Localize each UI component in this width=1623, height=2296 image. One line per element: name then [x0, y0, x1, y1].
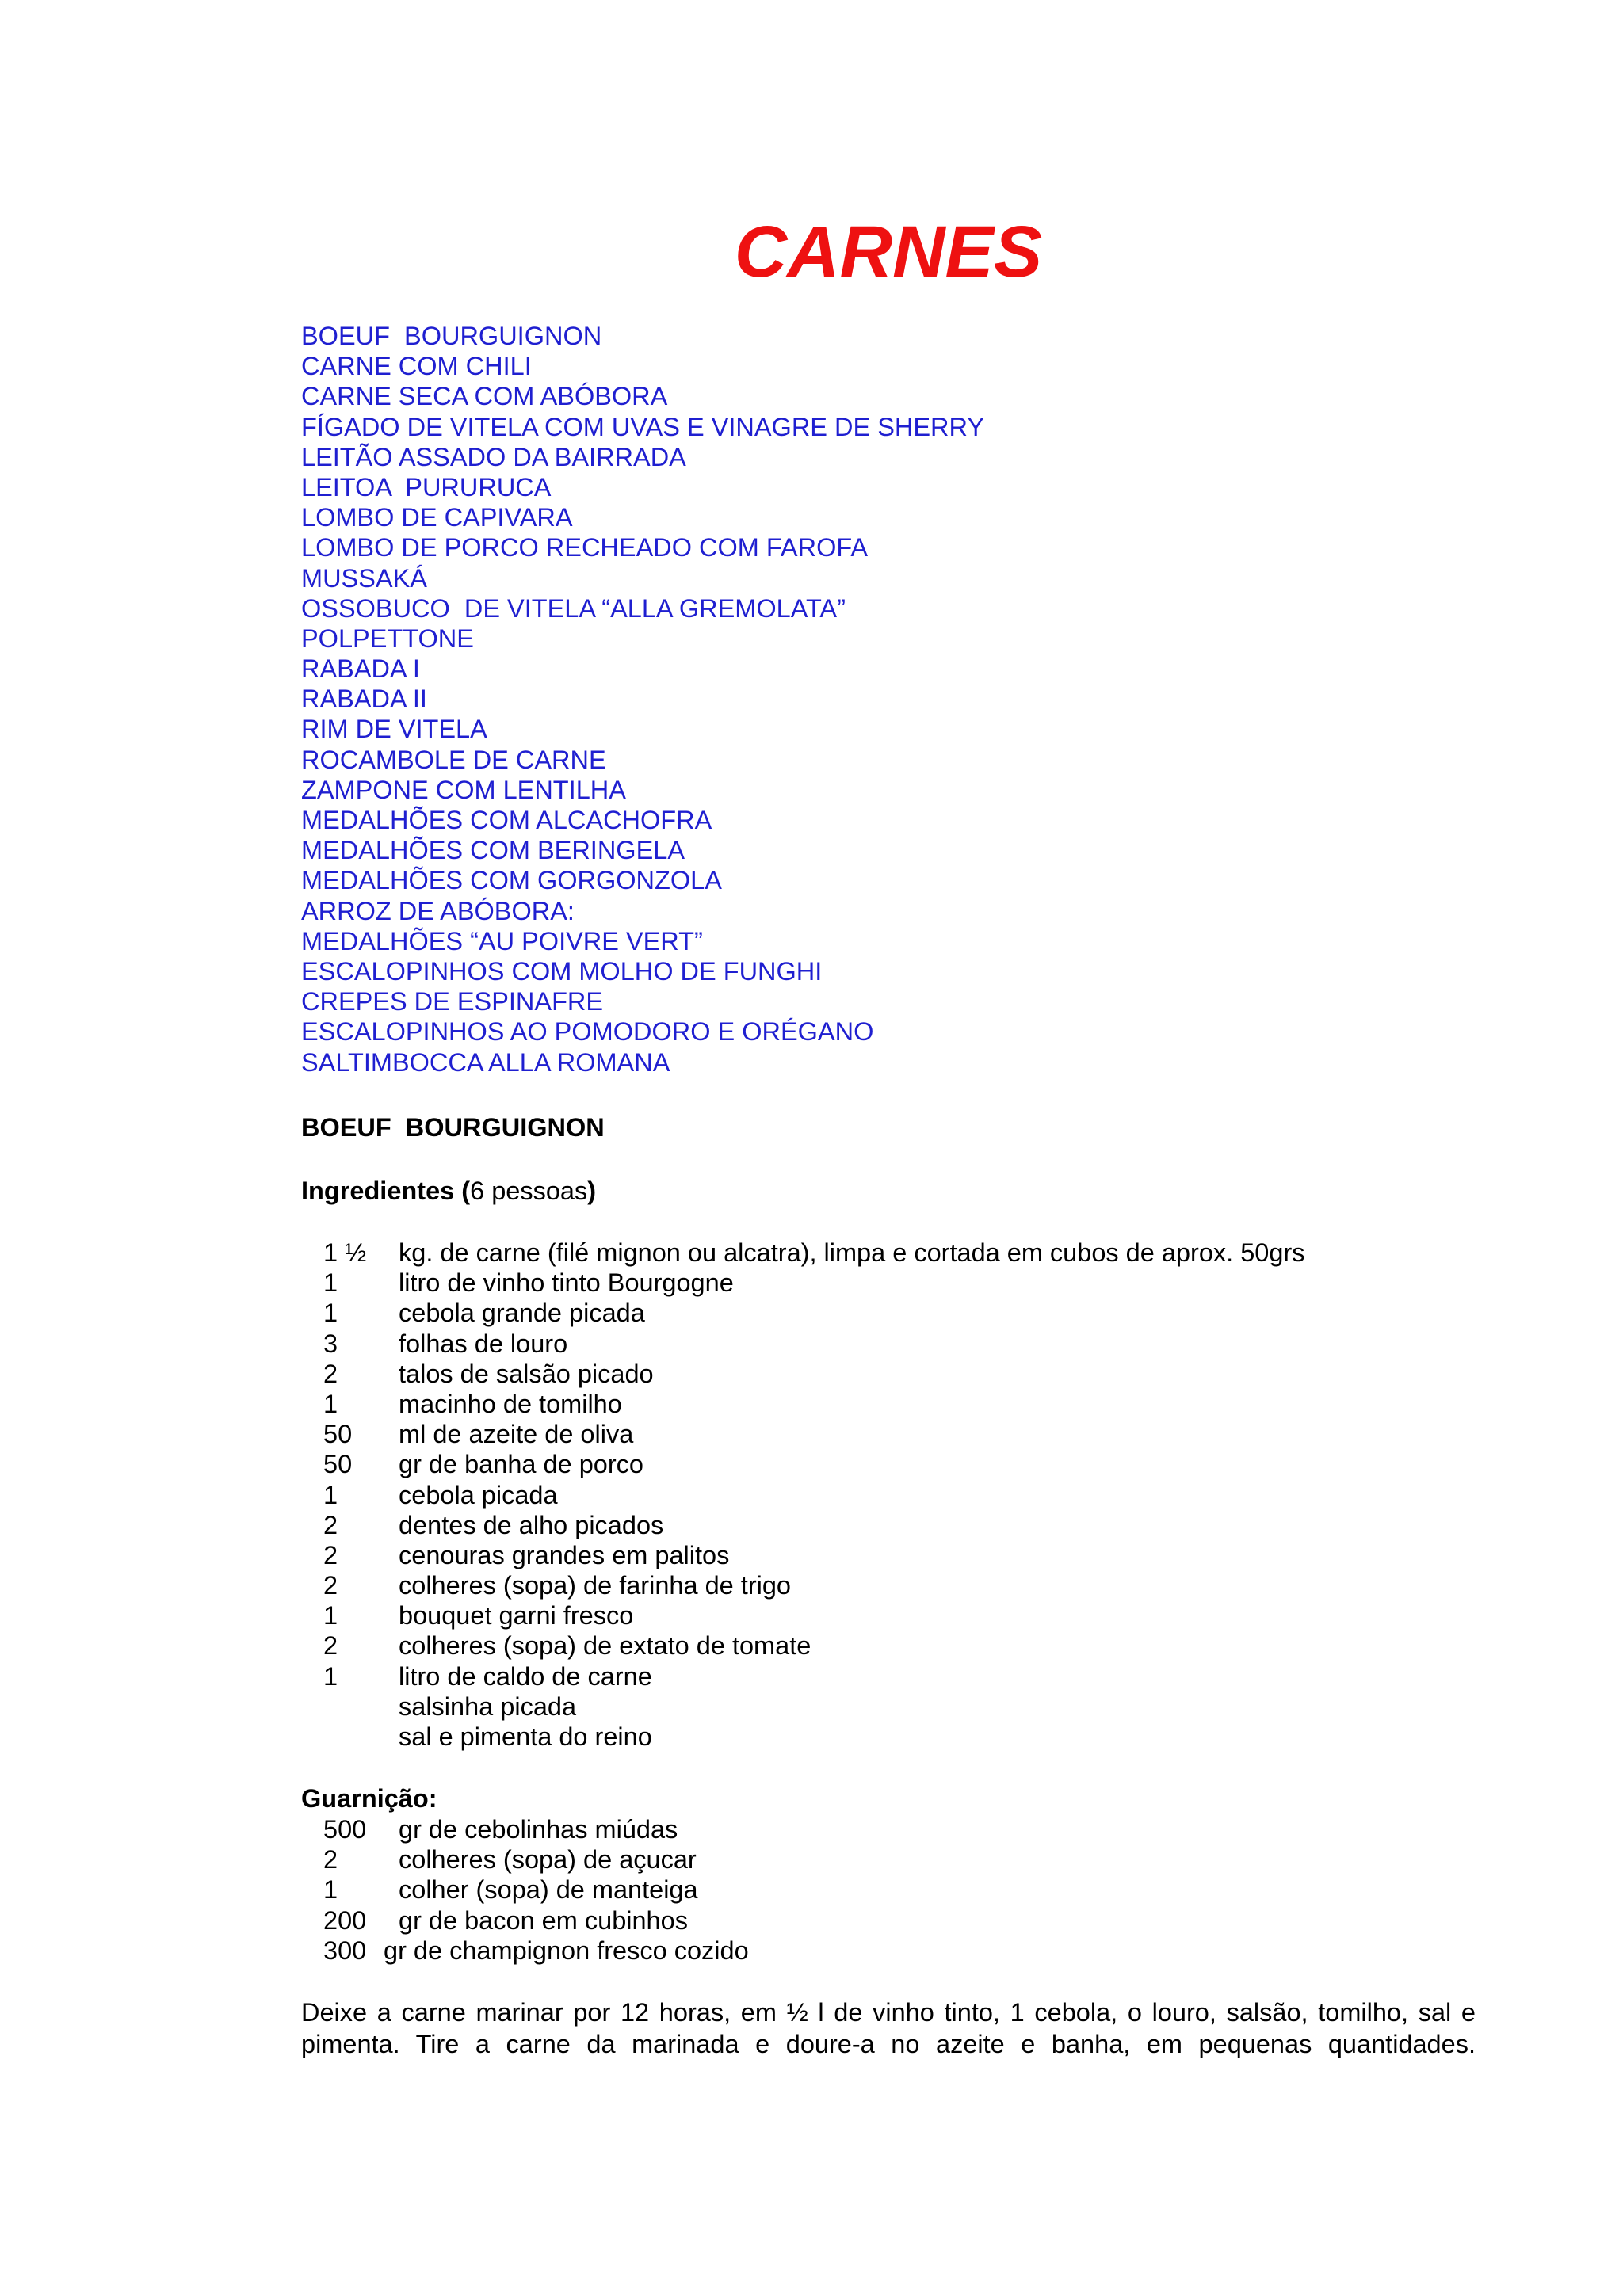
toc-item[interactable] [301, 624, 984, 654]
ingredient-qty: 1 [323, 1299, 338, 1328]
toc-link[interactable]: SALTIMBOCCA ALLA ROMANA [301, 1047, 670, 1077]
garnish-qty: 300 [323, 1936, 367, 1965]
toc-link[interactable]: ZAMPONE COM LENTILHA [301, 775, 626, 804]
ingredient-qty: 2 [323, 1359, 338, 1388]
ingredient-desc: cebola grande picada [399, 1299, 645, 1328]
ingredient-desc: colheres (sopa) de farinha de trigo [399, 1571, 792, 1600]
toc-link[interactable]: CARNE SECA COM ABÓBORA [301, 382, 668, 411]
toc-link[interactable]: RABADA II [301, 685, 427, 714]
toc-item[interactable] [301, 835, 984, 865]
toc-item[interactable] [301, 412, 984, 442]
garnish-qty: 2 [323, 1845, 338, 1875]
method-line: Deixe a carne marinar por 12 horas, em ½ l de vinho tinto, 1 cebola, o louro, salsão, tomilho, sal e [301, 1998, 1476, 2027]
garnish-desc: colher (sopa) de manteiga [399, 1875, 698, 1905]
servings: 6 pessoas [470, 1177, 588, 1205]
toc-item[interactable] [301, 381, 984, 411]
toc-item[interactable] [301, 563, 984, 593]
toc-link[interactable]: LOMBO DE PORCO RECHEADO COM FAROFA [301, 533, 869, 563]
ingredient-qty: 1 [323, 1661, 338, 1691]
toc-link[interactable]: LOMBO DE CAPIVARA [301, 503, 573, 532]
ingredient-desc: macinho de tomilho [399, 1389, 622, 1418]
recipe-index [301, 321, 984, 1077]
toc-item[interactable] [301, 1047, 984, 1077]
ingredient-qty: 1 [323, 1268, 338, 1298]
toc-item[interactable] [301, 805, 984, 835]
ingredient-qty: 50 [323, 1450, 353, 1479]
ingredient-qty: 3 [323, 1329, 338, 1358]
ingredient-desc: bouquet garni fresco [399, 1601, 634, 1630]
toc-item[interactable] [301, 684, 984, 714]
toc-link[interactable]: OSSOBUCO DE VITELA “ALLA GREMOLATA” [301, 593, 846, 623]
ingredient-qty: 50 [323, 1420, 353, 1449]
ingredient-qty: 2 [323, 1510, 338, 1539]
toc-link[interactable]: CARNE COM CHILI [301, 352, 532, 381]
ingredient-qty: 1 [323, 1601, 338, 1630]
toc-item[interactable] [301, 593, 984, 624]
toc-link[interactable]: MEDALHÕES COM GORGONZOLA [301, 866, 722, 895]
ingredient-desc: dentes de alho picados [399, 1510, 664, 1539]
toc-item[interactable] [301, 654, 984, 684]
ingredient-desc: cenouras grandes em palitos [399, 1540, 730, 1569]
method-line: pimenta. Tire a carne da marinada e doure-a no azeite e banha, em pequenas quantidades. [301, 2030, 1476, 2058]
toc-item[interactable] [301, 865, 984, 895]
toc-link[interactable]: MEDALHÕES COM ALCACHOFRA [301, 806, 712, 834]
ingredient-qty: 2 [323, 1571, 338, 1600]
toc-item[interactable] [301, 896, 984, 926]
ingredient-desc: ml de azeite de oliva [399, 1420, 634, 1449]
toc-link[interactable]: FÍGADO DE VITELA COM UVAS E VINAGRE DE SHERRY [301, 412, 985, 441]
toc-item[interactable] [301, 532, 984, 563]
toc-link[interactable]: ARROZ DE ABÓBORA: [301, 896, 575, 925]
toc-item[interactable] [301, 745, 984, 775]
toc-item[interactable] [301, 714, 984, 744]
ingredients-close: ) [587, 1177, 597, 1205]
toc-link[interactable]: POLPETTONE [301, 624, 474, 653]
ingredient-desc: folhas de louro [399, 1329, 568, 1358]
toc-link[interactable]: ESCALOPINHOS AO POMODORO E ORÉGANO [301, 1017, 874, 1047]
toc-item[interactable] [301, 956, 984, 986]
garnish-qty: 200 [323, 1905, 367, 1935]
toc-item[interactable] [301, 442, 984, 472]
toc-link[interactable]: LEITÃO ASSADO DA BAIRRADA [301, 442, 686, 471]
toc-item[interactable] [301, 502, 984, 532]
toc-link[interactable]: ESCALOPINHOS COM MOLHO DE FUNGHI [301, 956, 823, 986]
toc-link[interactable]: RABADA I [301, 654, 420, 684]
toc-item[interactable] [301, 351, 984, 381]
toc-item[interactable] [301, 926, 984, 956]
ingredient-desc: litro de vinho tinto Bourgogne [399, 1268, 734, 1298]
ingredient-desc: talos de salsão picado [399, 1359, 654, 1388]
ingredient-desc: litro de caldo de carne [399, 1661, 652, 1691]
toc-link[interactable]: LEITOA PURURUCA [301, 472, 552, 502]
ingredient-desc: salsinha picada [399, 1691, 577, 1721]
garnish-desc: gr de cebolinhas miúdas [399, 1815, 678, 1844]
toc-link[interactable]: MEDALHÕES COM BERINGELA [301, 836, 685, 865]
toc-link[interactable]: BOEUF BOURGUIGNON [301, 322, 602, 350]
ingredients-heading [301, 1175, 596, 1207]
ingredient-qty: 2 [323, 1631, 338, 1661]
toc-link[interactable]: MUSSAKÁ [301, 563, 427, 593]
method-paragraph [301, 1997, 1476, 2060]
page-title: CARNES [734, 212, 1043, 292]
garnish-desc: gr de champignon fresco cozido [384, 1936, 749, 1965]
toc-item[interactable] [301, 1016, 984, 1047]
ingredient-qty: 1 [323, 1480, 338, 1509]
ingredient-desc: sal e pimenta do reino [399, 1722, 652, 1751]
garnish-qty: 1 [323, 1875, 338, 1905]
toc-item[interactable] [301, 321, 984, 351]
toc-link[interactable]: MEDALHÕES “AU POIVRE VERT” [301, 926, 703, 955]
garnish-desc: colheres (sopa) de açucar [399, 1845, 697, 1875]
toc-link[interactable]: CREPES DE ESPINAFRE [301, 987, 604, 1016]
toc-item[interactable] [301, 775, 984, 805]
toc-item[interactable] [301, 472, 984, 502]
garnish-heading: Guarnição: [301, 1784, 437, 1813]
ingredient-desc: kg. de carne (filé mignon ou alcatra), limpa e cortada em cubos de aprox. 50grs [399, 1238, 1305, 1267]
ingredient-desc: colheres (sopa) de extato de tomate [399, 1631, 812, 1661]
garnish-qty: 500 [323, 1815, 367, 1844]
ingredient-qty: 1 [323, 1389, 338, 1418]
ingredient-qty: 1 ½ [323, 1238, 367, 1267]
ingredient-desc: cebola picada [399, 1480, 558, 1509]
ingredient-qty: 2 [323, 1540, 338, 1569]
toc-item[interactable] [301, 986, 984, 1016]
ingredients-label: Ingredientes ( [301, 1177, 471, 1205]
toc-link[interactable]: RIM DE VITELA [301, 715, 487, 744]
toc-link[interactable]: ROCAMBOLE DE CARNE [301, 745, 606, 774]
recipe-title: BOEUF BOURGUIGNON [301, 1113, 605, 1142]
garnish-desc: gr de bacon em cubinhos [399, 1905, 688, 1935]
ingredient-desc: gr de banha de porco [399, 1450, 643, 1479]
